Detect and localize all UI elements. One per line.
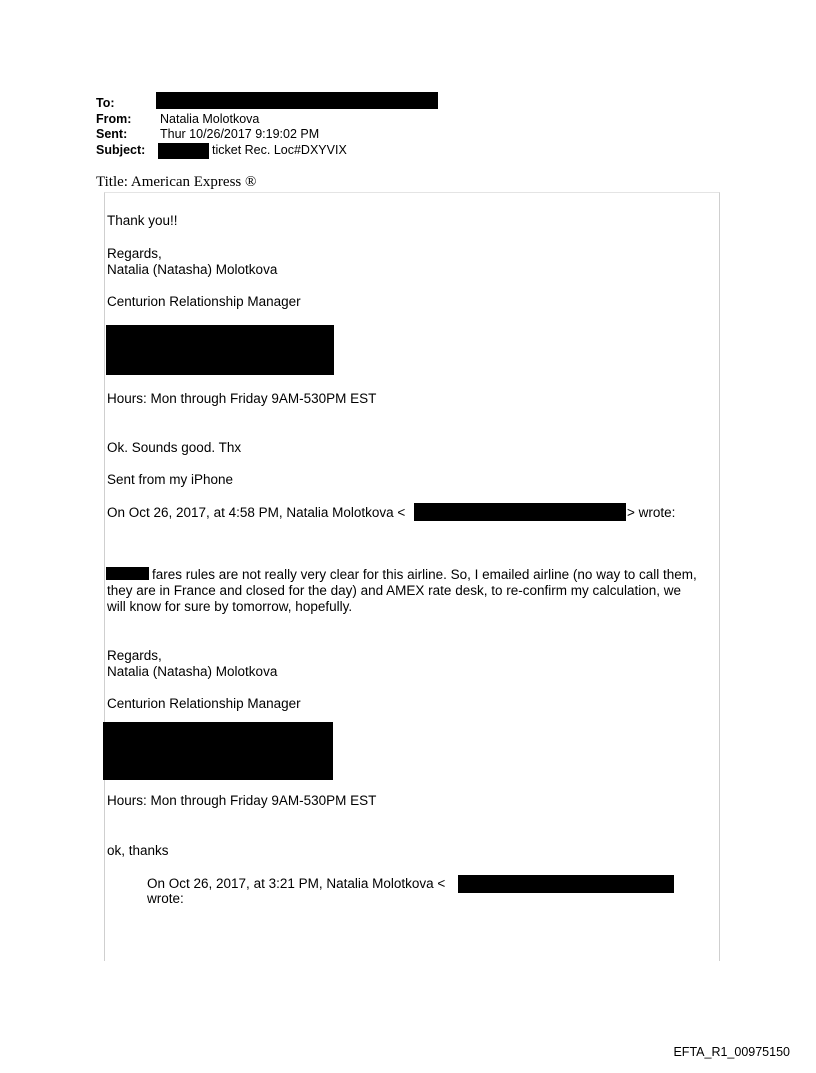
- redacted-to: [156, 92, 438, 109]
- fares-paragraph: fares rules are not really very clear for this airline. So, I emailed airline (no way to call them, they are in France and closed for the day) and AMEX rate desk, to re-confirm my calculation, we will know for sure by tomorrow, hopefully.: [107, 567, 697, 614]
- subject-value: ticket Rec. Loc#DXYVIX: [212, 143, 347, 157]
- signature-role-1: Centurion Relationship Manager: [107, 294, 301, 309]
- sent-from-iphone: Sent from my iPhone: [107, 472, 234, 487]
- redacted-email-1: [414, 503, 626, 521]
- from-value: Natalia Molotkova: [160, 112, 260, 126]
- regards-2: Regards,: [107, 648, 162, 663]
- quote-header-1: On Oct 26, 2017, at 4:58 PM, Natalia Molotkova <: [107, 505, 406, 520]
- quote-header-2: On Oct 26, 2017, at 3:21 PM, Natalia Molotkova <: [147, 876, 446, 891]
- signature-name-1: Natalia (Natasha) Molotkova: [107, 262, 278, 277]
- redacted-email-2: [458, 875, 674, 893]
- subject-label: Subject:: [96, 143, 146, 157]
- signature-name-2: Natalia (Natasha) Molotkova: [107, 664, 278, 679]
- sent-value: Thur 10/26/2017 9:19:02 PM: [160, 127, 320, 141]
- ok-thanks: ok, thanks: [107, 843, 169, 858]
- redacted-subject: [158, 143, 209, 159]
- redacted-contact-1: [106, 325, 334, 375]
- sent-label: Sent:: [96, 127, 128, 141]
- to-label: To:: [96, 96, 115, 110]
- regards-1: Regards,: [107, 246, 162, 261]
- quote-header-2-wrote: wrote:: [147, 891, 184, 906]
- from-label: From:: [96, 112, 132, 126]
- email-title: Title: American Express ®: [96, 174, 257, 190]
- document-id: EFTA_R1_00975150: [673, 1045, 790, 1059]
- signature-role-2: Centurion Relationship Manager: [107, 696, 301, 711]
- hours-1: Hours: Mon through Friday 9AM-530PM EST: [107, 391, 377, 406]
- ok-reply: Ok. Sounds good. Thx: [107, 440, 242, 455]
- hours-2: Hours: Mon through Friday 9AM-530PM EST: [107, 793, 377, 808]
- quote-header-1-suffix: > wrote:: [627, 505, 676, 520]
- redacted-contact-2: [103, 722, 333, 780]
- thanks-text: Thank you!!: [107, 213, 178, 228]
